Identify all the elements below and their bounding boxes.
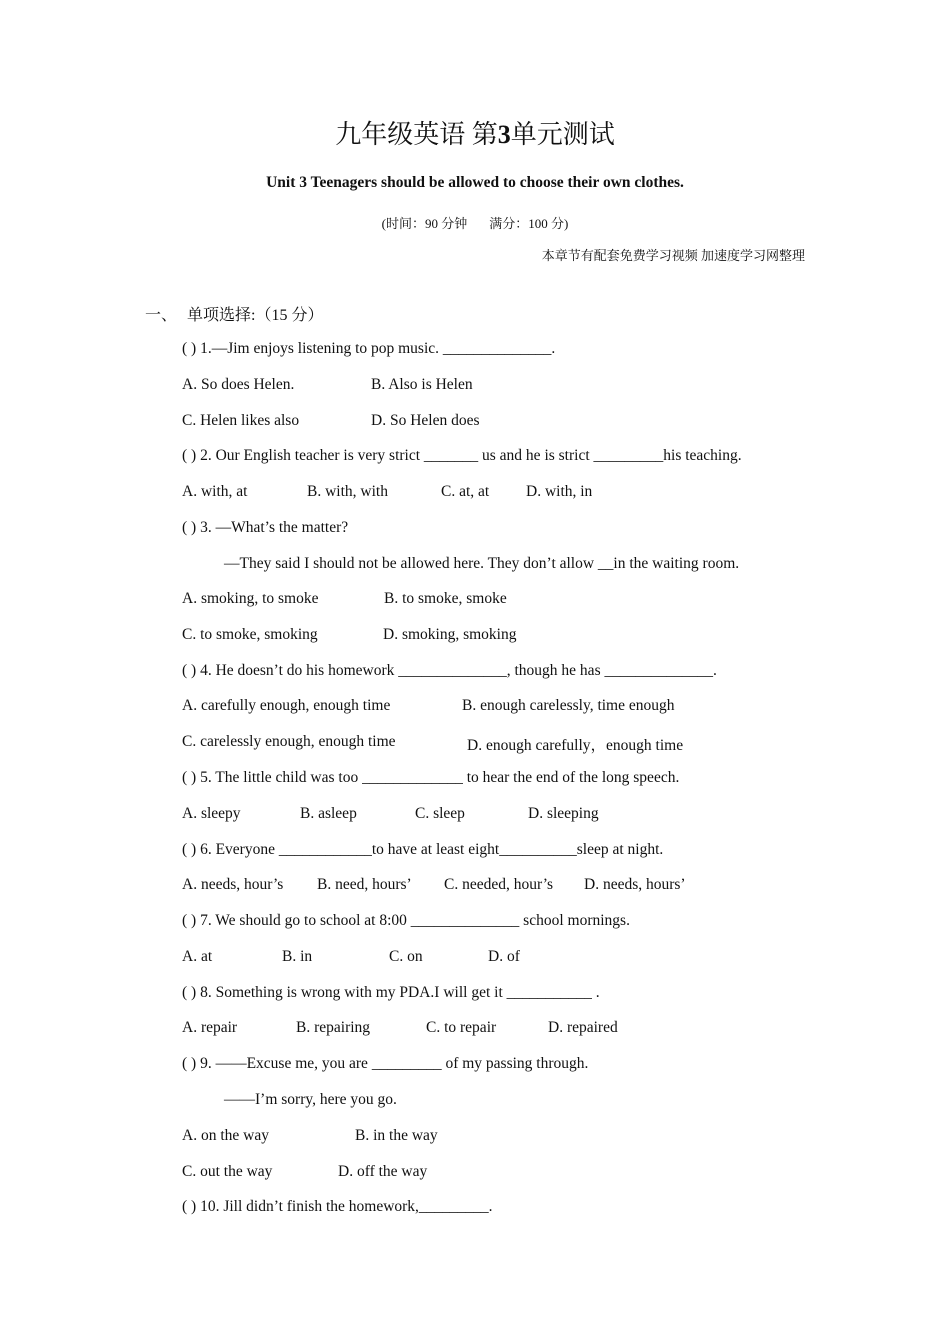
q7-option-a: A. at — [182, 948, 213, 965]
q6-option-d: D. needs, hours’ — [584, 876, 686, 893]
q4-option-c: C. carelessly enough, enough time — [182, 733, 396, 750]
time-limit: (时间：90 分钟 — [381, 216, 468, 231]
q7-option-d: D. of — [488, 948, 520, 965]
question-3-stem-2: —They said I should not be allowed here. They don’t allow __in the waiting room. — [224, 555, 740, 572]
question-10-stem: ( ) 10. Jill didn’t finish the homework,_________. — [182, 1198, 493, 1215]
q8-option-a: A. repair — [182, 1019, 238, 1036]
q1-option-c: C. Helen likes also — [182, 412, 300, 429]
question-4-stem: ( ) 4. He doesn’t do his homework ______________, though he has ______________. — [182, 662, 717, 679]
q9-option-a: A. on the way — [182, 1127, 269, 1144]
q8-option-c: C. to repair — [426, 1019, 497, 1036]
question-3-stem: ( ) 3. —What’s the matter? — [182, 519, 349, 536]
page-subtitle: Unit 3 Teenagers should be allowed to choose their own clothes. — [266, 174, 684, 191]
q9-option-b: B. in the way — [355, 1127, 438, 1144]
section-heading: 一、 单项选择:（15 分） — [145, 307, 324, 324]
q2-option-b: B. with, with — [307, 483, 388, 500]
question-1-stem: ( ) 1.—Jim enjoys listening to pop music. ______________. — [182, 340, 556, 357]
q3-option-c: C. to smoke, smoking — [182, 626, 318, 643]
q6-option-a: A. needs, hour’s — [182, 876, 284, 893]
q9-option-d: D. off the way — [338, 1163, 428, 1180]
question-2-stem: ( ) 2. Our English teacher is very strict _______ us and he is strict _________his teaching. — [182, 447, 742, 464]
q7-option-b: B. in — [282, 948, 313, 965]
q7-option-c: C. on — [389, 948, 423, 965]
q2-option-a: A. with, at — [182, 483, 248, 500]
q5-option-c: C. sleep — [415, 805, 465, 822]
q3-option-b: B. to smoke, smoke — [384, 590, 507, 607]
q4-option-a: A. carefully enough, enough time — [182, 697, 391, 714]
question-7-stem: ( ) 7. We should go to school at 8:00 ______________ school mornings. — [182, 912, 630, 929]
q5-option-a: A. sleepy — [182, 805, 241, 822]
q8-option-b: B. repairing — [296, 1019, 371, 1036]
q6-option-b: B. need, hours’ — [317, 876, 412, 893]
q2-option-c: C. at, at — [441, 483, 490, 500]
q5-option-d: D. sleeping — [528, 805, 599, 822]
full-score: 满分：100 分) — [489, 216, 569, 231]
q1-option-d: D. So Helen does — [371, 412, 480, 429]
q4-option-d: D. enough carefully，enough time — [467, 737, 684, 754]
q2-option-d: D. with, in — [526, 483, 593, 500]
question-9-stem: ( ) 9. ——Excuse me, you are _________ of my passing through. — [182, 1055, 589, 1072]
question-6-stem: ( ) 6. Everyone ____________to have at least eight__________sleep at night. — [182, 841, 664, 858]
q9-option-c: C. out the way — [182, 1163, 273, 1180]
q3-option-d: D. smoking, smoking — [383, 626, 517, 643]
q8-option-d: D. repaired — [548, 1019, 618, 1036]
question-9-stem-2: ——I’m sorry, here you go. — [224, 1091, 397, 1108]
q1-option-a: A. So does Helen. — [182, 376, 295, 393]
exam-meta — [0, 213, 950, 232]
q6-option-c: C. needed, hour’s — [444, 876, 554, 893]
question-8-stem: ( ) 8. Something is wrong with my PDA.I will get it ___________ . — [182, 984, 600, 1001]
source-note: 本章节有配套免费学习视频 加速度学习网整理 — [541, 248, 805, 263]
page-title: 九年级英语 第3单元测试 — [335, 120, 615, 149]
q1-option-b: B. Also is Helen — [371, 376, 473, 393]
q3-option-a: A. smoking, to smoke — [182, 590, 319, 607]
q4-option-b: B. enough carelessly, time enough — [462, 697, 675, 714]
q5-option-b: B. asleep — [300, 805, 357, 822]
question-5-stem: ( ) 5. The little child was too _____________ to hear the end of the long speech. — [182, 769, 680, 786]
